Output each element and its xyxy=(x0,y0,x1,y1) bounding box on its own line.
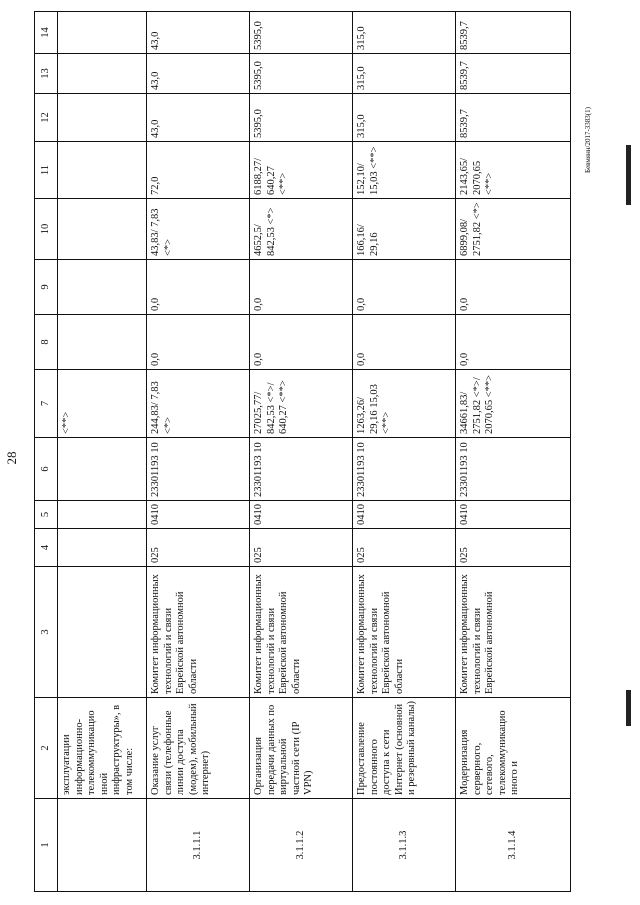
table-cell: 0410 xyxy=(147,501,250,529)
table-cell: 3.1.1.1 xyxy=(147,799,250,892)
table-cell: 43,83/ 7,83 <*> xyxy=(147,199,250,260)
table-cell: 23301193 10 xyxy=(147,438,250,501)
table-row xyxy=(58,12,147,892)
table-cell: 315,0 xyxy=(353,94,456,142)
table-cell: 43,0 xyxy=(147,54,250,94)
table-cell: 43,0 xyxy=(147,94,250,142)
table-cell: 23301193 10 xyxy=(456,438,571,501)
table-cell: 3.1.1.3 xyxy=(353,799,456,892)
table-cell xyxy=(58,94,147,142)
column-number: 5 xyxy=(35,501,58,529)
table-row xyxy=(250,12,353,892)
column-number: 12 xyxy=(35,94,58,142)
table-cell xyxy=(58,142,147,199)
column-number: 9 xyxy=(35,260,58,315)
table-cell: Предоставление постоянного доступа к сети Интернет (основной и резервный каналы) xyxy=(353,698,456,799)
table-row xyxy=(147,12,250,892)
table-cell: 72,0 xyxy=(147,142,250,199)
table-cell: 23301193 10 xyxy=(353,438,456,501)
table-row xyxy=(456,12,571,892)
table-cell: 0,0 xyxy=(353,315,456,370)
table-cell: Комитет информационных технологий и связи Еврейской автономной xyxy=(456,567,571,698)
table-cell: 6899,08/ 2751,82 <*> xyxy=(456,199,571,260)
table-cell: 166,16/ 29,16 xyxy=(353,199,456,260)
table-cell: 315,0 xyxy=(353,12,456,54)
table-cell: 6188,27/ 640,27 <**> xyxy=(250,142,353,199)
column-number: 6 xyxy=(35,438,58,501)
table-cell: <**> xyxy=(58,370,147,438)
column-number: 14 xyxy=(35,12,58,54)
table-cell: 0,0 xyxy=(147,315,250,370)
document-stamp: Бевмянн/2017-3383(1) xyxy=(584,107,592,173)
table-cell xyxy=(58,567,147,698)
page-number: 28 xyxy=(4,451,19,465)
table-cell xyxy=(58,260,147,315)
table-cell xyxy=(58,199,147,260)
table-cell: 0,0 xyxy=(250,315,353,370)
rotated-table-container xyxy=(34,12,558,892)
table-cell: 5395,0 xyxy=(250,54,353,94)
table-cell xyxy=(58,315,147,370)
column-number: 8 xyxy=(35,315,58,370)
table-cell: эксплуатации информационно-телекоммуникацио нной инфраструктуры», в том числе: xyxy=(58,698,147,799)
table-cell: 244,83/ 7,83 <*> xyxy=(147,370,250,438)
table-cell: 3.1.1.4 xyxy=(456,799,571,892)
table-cell: Модернизация серверного, сетевого, телекоммуникацио нного и xyxy=(456,698,571,799)
table-row xyxy=(353,12,456,892)
table-cell: 8539,7 xyxy=(456,54,571,94)
table-cell: 0,0 xyxy=(250,260,353,315)
table-cell: 43,0 xyxy=(147,12,250,54)
column-number: 10 xyxy=(35,199,58,260)
table-cell: 3.1.1.2 xyxy=(250,799,353,892)
table-cell: 27025,77/ 842,53 <*>/ 640,27 <**> xyxy=(250,370,353,438)
table-cell xyxy=(58,529,147,567)
table-cell: 0,0 xyxy=(147,260,250,315)
table-cell xyxy=(58,799,147,892)
table-cell xyxy=(58,54,147,94)
scan-edge-mark xyxy=(626,690,631,726)
column-number: 1 xyxy=(35,799,58,892)
table-cell xyxy=(58,501,147,529)
table-cell: 0,0 xyxy=(456,315,571,370)
table-cell: 0,0 xyxy=(353,260,456,315)
table-cell: 34661,83/ 2751,82 <*>/ 2070,65 <**> xyxy=(456,370,571,438)
table-cell: 152,10/ 15,03 <**> xyxy=(353,142,456,199)
column-number: 7 xyxy=(35,370,58,438)
table-cell: Комитет информационных технологий и связи Еврейской автономной области xyxy=(353,567,456,698)
table-cell: 5395,0 xyxy=(250,94,353,142)
table-cell xyxy=(58,438,147,501)
table-cell: 5395,0 xyxy=(250,12,353,54)
table-cell: 025 xyxy=(147,529,250,567)
table-cell: Комитет информационных технологий и связи Еврейской автономной области xyxy=(250,567,353,698)
table-cell xyxy=(58,12,147,54)
table-cell: 0410 xyxy=(353,501,456,529)
scan-edge-mark xyxy=(626,145,631,205)
table-cell: Организация передачи данных по виртуальной частной сети (IP VPN) xyxy=(250,698,353,799)
table-cell: 8539,7 xyxy=(456,12,571,54)
budget-table xyxy=(34,11,571,892)
column-number: 4 xyxy=(35,529,58,567)
table-cell: Комитет информационных технологий и связи Еврейской автономной области xyxy=(147,567,250,698)
column-number: 2 xyxy=(35,698,58,799)
table-cell: 23301193 10 xyxy=(250,438,353,501)
table-cell: 025 xyxy=(353,529,456,567)
table-cell: Оказание услуг связи (телефонные линии доступа (модем), мобильный интернет) xyxy=(147,698,250,799)
table-cell: 025 xyxy=(456,529,571,567)
table-cell: 0410 xyxy=(456,501,571,529)
table-header-row xyxy=(35,12,58,892)
table-cell: 025 xyxy=(250,529,353,567)
table-cell: 2143,65/ 2070,65 <**> xyxy=(456,142,571,199)
table-cell: 0410 xyxy=(250,501,353,529)
table-cell: 4652,5/ 842,53 <*> xyxy=(250,199,353,260)
column-number: 13 xyxy=(35,54,58,94)
table-cell: 1263,26/ 29,16 15,03 <**> xyxy=(353,370,456,438)
column-number: 11 xyxy=(35,142,58,199)
table-cell: 0,0 xyxy=(456,260,571,315)
table-cell: 8539,7 xyxy=(456,94,571,142)
table-cell: 315,0 xyxy=(353,54,456,94)
column-number: 3 xyxy=(35,567,58,698)
